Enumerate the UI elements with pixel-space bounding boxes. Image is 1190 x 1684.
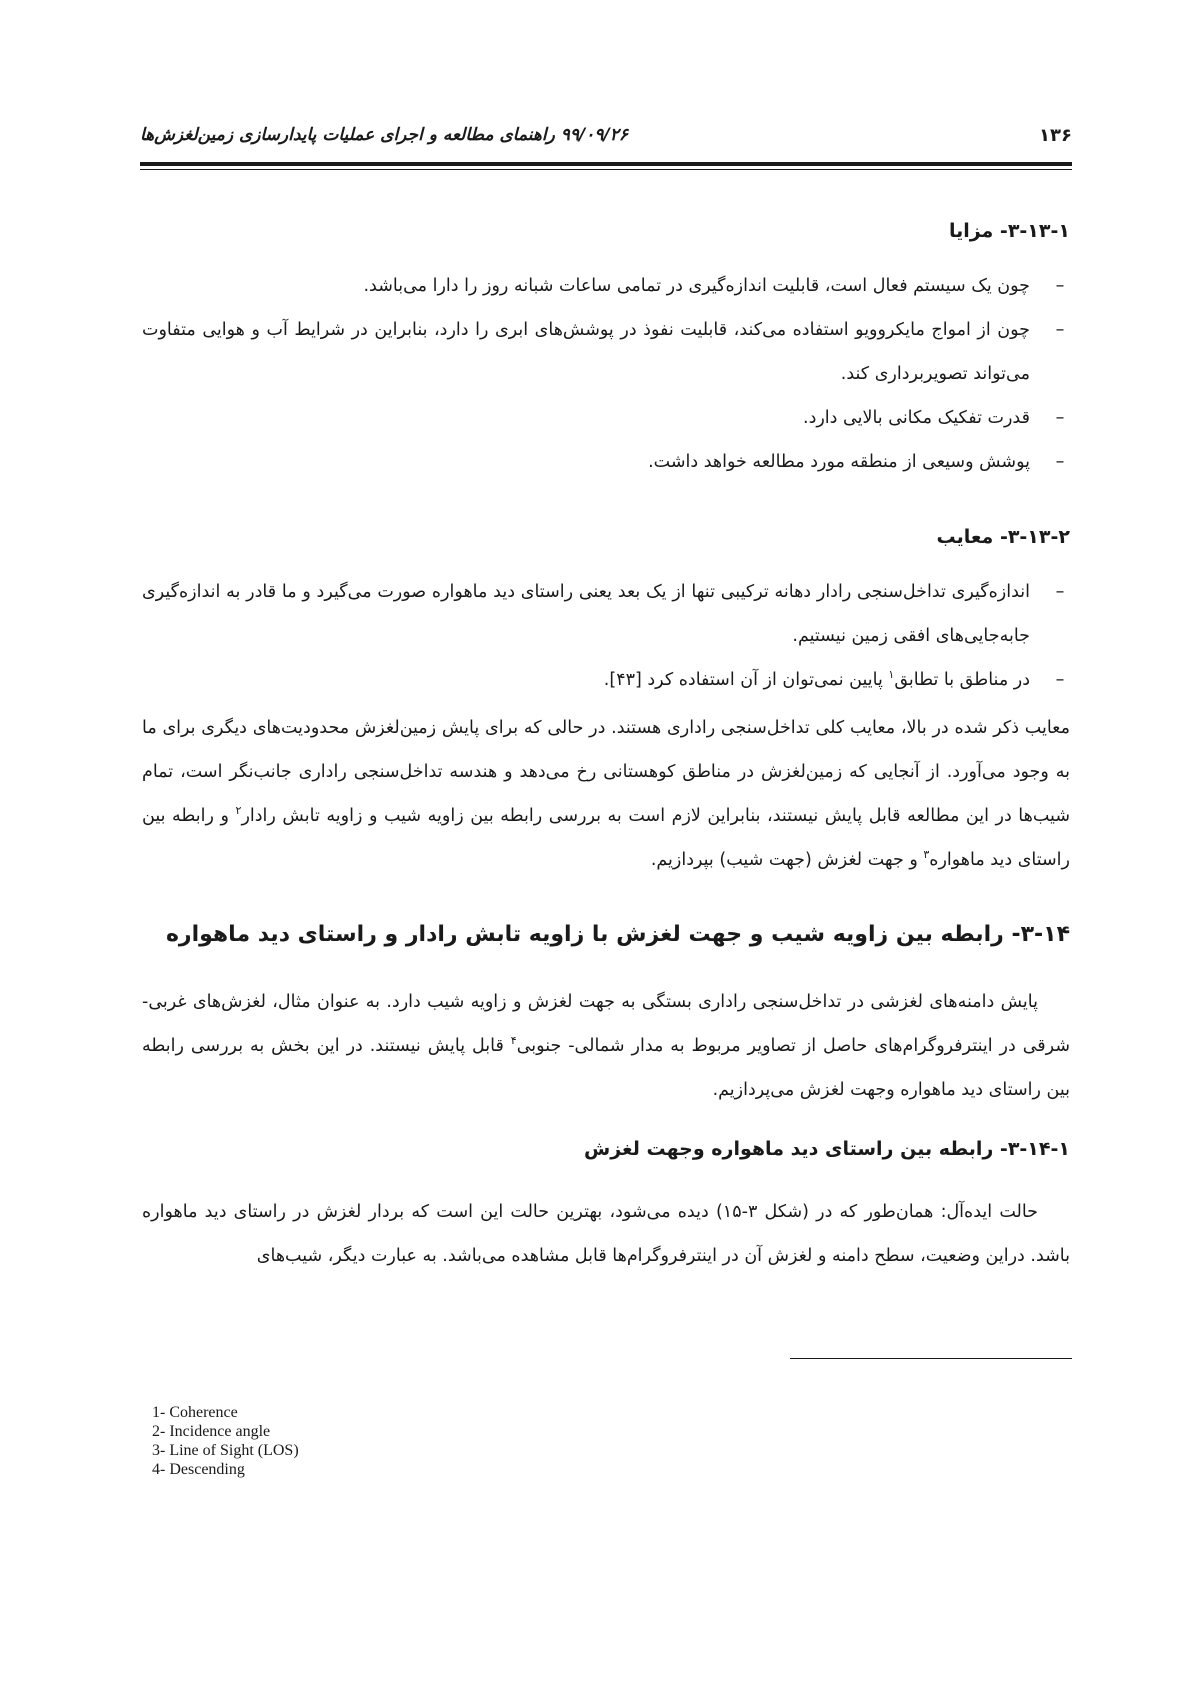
list-item xyxy=(142,396,1070,440)
list-item-text: پایین نمی‌توان از آن استفاده کرد [۴۳]. xyxy=(603,670,889,690)
list-item-text: اندازه‌گیری تداخل‌سنجی رادار دهانه ترکیبی تنها از یک بعد یعنی راستای دید ماهواره صورت می‌گیرد و ما قادر به اندازه‌گیری جابه‌جایی‌های افقی زمین نیستیم. xyxy=(142,582,1030,646)
list-item-text: قدرت تفکیک مکانی بالایی دارد. xyxy=(803,408,1030,428)
header-rule-thin xyxy=(140,169,1072,170)
list-item xyxy=(142,264,1070,308)
heading-advantages: ۳-۱۳-۱- مزایا xyxy=(948,220,1070,242)
list-item-text: چون از امواج مایکروویو استفاده می‌کند، قابلیت نفوذ در پوشش‌های ابری را دارد، بنابراین در شرایط آب و هوایی متفاوت می‌تواند تصویربرداری کند. xyxy=(142,320,1030,384)
paragraph-section-14-1: حالت ایده‌آل: همان‌طور که در (شکل ۳-۱۵) دیده می‌شود، بهترین حالت این است که بردار لغزش در راستای دید ماهواره باشد. دراین وضعیت، سطح دامنه و لغزش آن در اینترفروگرام‌ها قابل مشاهده می‌باشد. به عبارت دیگر، شیب‌های xyxy=(142,1202,1070,1266)
dash-bullet: – xyxy=(1055,582,1065,602)
footnote-ref-4[interactable]: ۴ xyxy=(510,1034,517,1048)
footnote-2: 2- Incidence angle xyxy=(152,1423,271,1440)
footnote-1: 1- Coherence xyxy=(152,1404,238,1421)
footnote-rule xyxy=(790,1358,1072,1359)
footnotes xyxy=(152,1403,299,1479)
dash-bullet: – xyxy=(1055,276,1065,296)
running-title: ۹۹/۰۹/۲۶ راهنمای مطالعه و اجرای عملیات پایدارسازی زمین‌لغزش‌ها xyxy=(140,125,628,145)
page-header xyxy=(140,125,1072,153)
paragraph-disadvantages: معایب ذکر شده در بالا، معایب کلی تداخل‌سنجی راداری هستند. در حالی که برای پایش زمین‌لغزش محدودیت‌های دیگری برای ما به وجود می‌آورد. از آنجایی که زمین‌لغزش در مناطق کوهستانی رخ می‌دهد و هندسه تداخل‌سنجی راداری جانب‌نگر است، تمام شیب‌ها در این مطالعه قابل پایش نیستند، بنابراین لازم است به بررسی رابطه بین زاویه شیب و زاویه تابش رادار$^۲$ و رابطه بین راستای دید ماهواره$^۳$ و جهت لغزش (جهت شیب) بپردازیم. xyxy=(142,718,1070,870)
advantages-list xyxy=(142,264,1070,484)
footnote-ref-2[interactable]: ۲ xyxy=(235,804,242,818)
list-item xyxy=(142,658,1070,702)
footnote-4: 4- Descending xyxy=(152,1461,245,1478)
list-item-text: در مناطق با تطابق xyxy=(894,670,1030,690)
disadvantages-list xyxy=(142,570,1070,702)
page-number: ۱۳۶ xyxy=(1039,125,1072,146)
dash-bullet: – xyxy=(1055,452,1065,472)
dash-bullet: – xyxy=(1055,670,1065,690)
list-item xyxy=(142,570,1070,658)
list-item-text: چون یک سیستم فعال است، قابلیت اندازه‌گیری در تمامی ساعات شبانه روز را دارا می‌باشد. xyxy=(363,276,1030,296)
paragraph-section-14: پایش دامنه‌های لغزشی در تداخل‌سنجی راداری بستگی به جهت لغزش و زاویه شیب دارد. به عنوان مثال، لغزش‌های غربی- شرقی در اینترفروگرام‌های حاصل از تصاویر مربوط به مدار شمالی- جنوبی$^۴$ قابل پایش نیستند. در این بخش به بررسی رابطه بین راستای دید ماهواره وجهت لغزش می‌پردازیم. xyxy=(142,992,1070,1100)
header-rule-thick xyxy=(140,162,1072,166)
footnote-ref-1[interactable]: ۱ xyxy=(888,668,895,682)
heading-section-14: ۳-۱۴- رابطه بین زاویه شیب و جهت لغزش با زاویه تابش رادار و راستای دید ماهواره xyxy=(165,922,1070,947)
list-item xyxy=(142,440,1070,484)
list-item xyxy=(142,308,1070,396)
heading-disadvantages: ۳-۱۳-۲- معایب xyxy=(936,526,1070,548)
dash-bullet: – xyxy=(1055,408,1065,428)
footnote-ref-3[interactable]: ۳ xyxy=(923,848,930,862)
list-item-text: پوشش وسیعی از منطقه مورد مطالعه خواهد داشت. xyxy=(648,452,1030,472)
footnote-3: 3- Line of Sight (LOS) xyxy=(152,1442,299,1459)
dash-bullet: – xyxy=(1055,320,1065,340)
heading-section-14-1: ۳-۱۴-۱- رابطه بین راستای دید ماهواره وجهت لغزش xyxy=(584,1138,1070,1160)
